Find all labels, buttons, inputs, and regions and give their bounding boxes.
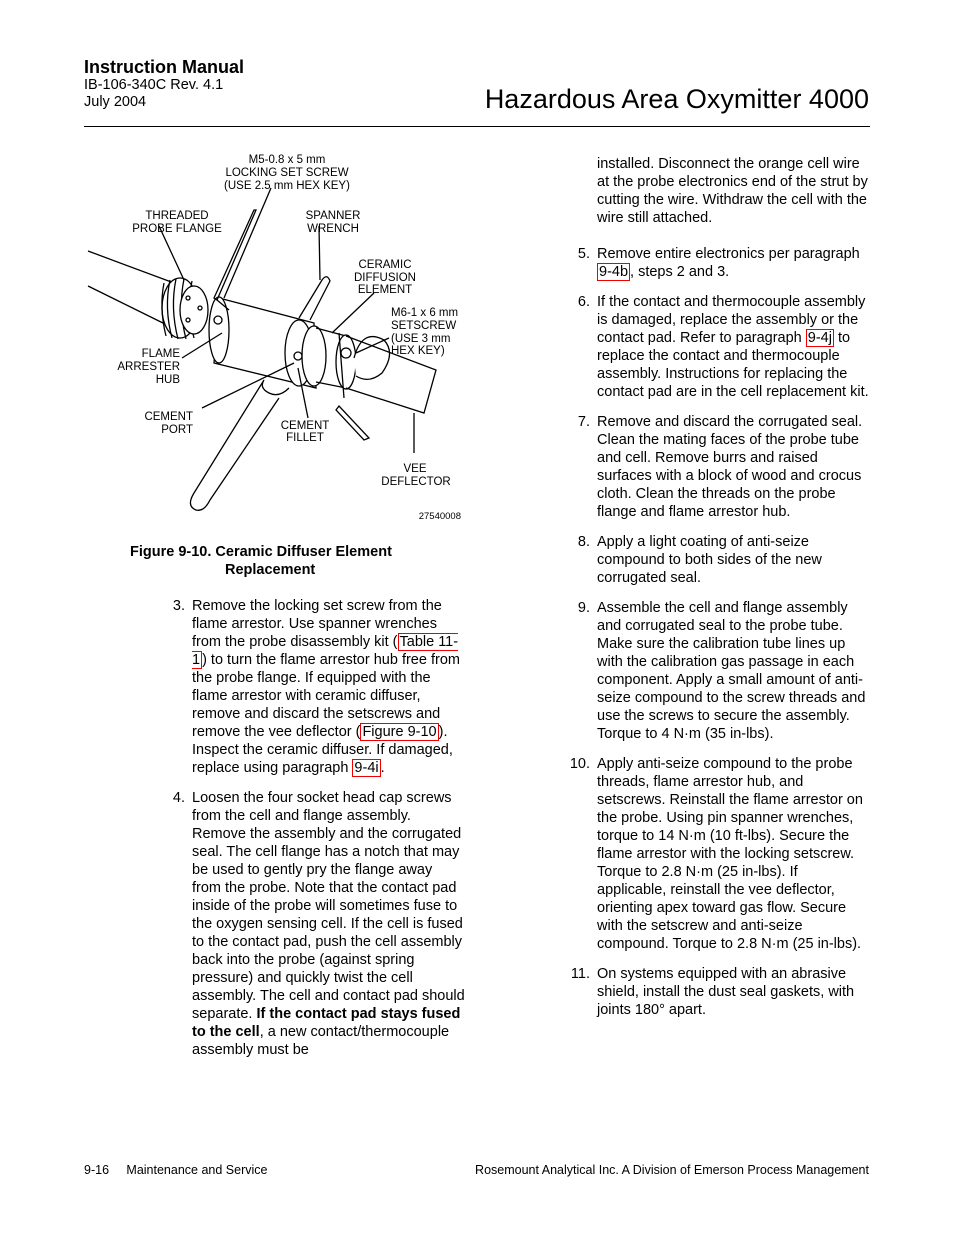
probe-tube (88, 251, 174, 326)
label-setscrew-3: (USE 2.5 mm HEX KEY) (224, 180, 350, 192)
step-number: 5. (577, 246, 590, 262)
label-spanner-2: WRENCH (307, 223, 359, 235)
step-4 (165, 789, 465, 1059)
page-number: 9-16 (84, 1163, 110, 1177)
step-text: Assemble the cell and flange assembly and corrugated seal to the probe tube. Make sure the calibration tube lines up with the calibration gas passage in each component. Apply a small amount of anti-seize compound to the screw threads and use the screws to secure the assembly. Torque to 4 N·m (35 in-lbs). (597, 600, 866, 742)
label-fillet-2: FILLET (286, 432, 324, 444)
link-9-4b[interactable]: 9-4b (599, 264, 629, 280)
label-m6-1: M6-1 x 6 mm (391, 307, 459, 319)
step-text: Apply a light coating of anti-seize compound to both sides of the new corrugated seal. (597, 534, 822, 586)
step-number: 3. (172, 598, 185, 614)
step-text: Loosen the four socket head cap screws from the cell and flange assembly. Remove the assembly and the corrugated seal. The cell flange has a notch that may be used to gently pry the flange away from the probe. Note that the contact pad inside of the probe will sometimes fuse to the oxygen sensing cell. If the cell is fused to the contact pad, push the cell assembly back into the probe (against spring pressure) and quickly twist the cell assembly. The cell and contact pad should separate. (192, 790, 465, 1022)
step-text: Apply anti-seize compound to the probe threads, flame arrestor hub, and setscrews. Reinstall the flame arrestor on the probe. Using pin spanner wrenches, torque to 14 N·m (10 ft-lbs). Secure the flame arrestor with the locking setscrew. Torque to 2.8 N·m (25 in-lbs). If applicable, reinstall the vee deflector, orienting apex toward gas flow. Secure with the setscrew and anti-seize compound. Torque to 2.8 N·m (25 in-lbs). (597, 756, 863, 952)
step-text: Remove entire electronics per paragraph (597, 246, 860, 262)
figure-9-10 (84, 148, 484, 528)
hex-key-2 (336, 406, 369, 440)
label-port-1: CEMENT (144, 411, 193, 423)
label-vee-1: VEE (403, 463, 427, 475)
label-ceramic-2: DIFFUSION (354, 272, 416, 284)
label-flange-1: THREADED (145, 210, 209, 222)
step-7 (570, 413, 870, 521)
step-text: ). Inspect the ceramic diffuser. If damaged, replace using paragraph (192, 724, 453, 776)
product-title: Hazardous Area Oxymitter 4000 (484, 84, 869, 114)
document-header (84, 57, 244, 111)
header-rule (84, 126, 870, 127)
spanner-lower (190, 380, 289, 510)
label-setscrew-1: M5-0.8 x 5 mm (248, 154, 326, 166)
step-9 (570, 599, 870, 743)
step-number: 4. (172, 790, 185, 806)
step-number: 8. (577, 534, 590, 550)
link-9-4j[interactable]: 9-4j (807, 330, 832, 346)
label-flange-2: PROBE FLANGE (132, 223, 222, 235)
label-ceramic-1: CERAMIC (358, 259, 412, 271)
link-figure-9-10[interactable]: Figure 9-10 (362, 724, 437, 740)
footer-left (84, 1163, 267, 1177)
caption-line-2: Replacement (225, 562, 316, 578)
step-text: On systems equipped with an abrasive shield, install the dust seal gaskets, with joints 180° apart. (597, 966, 855, 1018)
link-table-11-1[interactable]: Table 11-1 (192, 634, 459, 668)
footer-company: Rosemount Analytical Inc. A Division of Emerson Process Management (475, 1163, 869, 1177)
label-setscrew-2: LOCKING SET SCREW (225, 167, 349, 179)
label-arrester-1: FLAME (141, 348, 180, 360)
step-5 (570, 245, 870, 281)
section-name: Maintenance and Service (126, 1163, 268, 1177)
step-number: 9. (577, 600, 590, 616)
document-id: IB-106-340C Rev. 4.1 (84, 77, 224, 93)
step-10 (570, 755, 870, 953)
step-text: , a new contact/thermocouple assembly must be (192, 1024, 450, 1058)
figure-caption (130, 543, 470, 579)
link-9-4i[interactable]: 9-4i (354, 760, 379, 776)
document-date: July 2004 (84, 94, 147, 110)
step-11 (570, 965, 870, 1019)
step-text: , steps 2 and 3. (630, 264, 730, 280)
label-m6-4: HEX KEY) (391, 345, 445, 357)
step-number: 6. (577, 294, 590, 310)
label-arrester-2: ARRESTER (117, 361, 180, 373)
step-number: 10. (569, 756, 590, 772)
left-column (165, 597, 465, 1071)
step-number: 7. (577, 414, 590, 430)
step-text: If the contact and thermocouple assembly is damaged, replace the assembly or the contact pad. Refer to paragraph (597, 294, 866, 346)
right-column (570, 155, 870, 1031)
caption-line-1: Figure 9-10. Ceramic Diffuser Element (130, 544, 392, 560)
label-spanner-1: SPANNER (305, 210, 361, 222)
step-text: to replace the contact and thermocouple assembly. Instructions for replacing the contact pad are in the cell replacement kit. (597, 330, 869, 400)
step-bold-text: If the contact pad stays fused to the cell (192, 1006, 461, 1040)
ceramic-diffuser-illustration (84, 148, 484, 528)
label-m6-2: SETSCREW (391, 320, 457, 332)
step-text: ) to turn the flame arrestor hub free from the probe flange. If equipped with the flame arrestor with ceramic diffuser, remove and discard the setscrews and remove the vee deflector ( (192, 652, 460, 740)
manual-title: Instruction Manual (84, 57, 245, 77)
ceramic-element (336, 335, 356, 389)
label-fillet-1: CEMENT (280, 420, 330, 432)
label-arrester-3: HUB (155, 374, 180, 386)
step-text: Remove and discard the corrugated seal. Clean the mating faces of the probe tube and cell. Remove burrs and raised surfaces with a block of wood and crocus cloth. Clean the threads on the probe flange and flame arrestor hub. (597, 414, 863, 520)
continued-text: installed. Disconnect the orange cell wire at the probe electronics end of the strut by cutting the wire. Withdraw the cell with the wire still attached. (597, 156, 868, 226)
step-text: . (380, 760, 385, 776)
figure-part-number: 27540008 (418, 511, 461, 522)
label-port-2: PORT (161, 424, 193, 436)
spanner-upper (299, 277, 330, 320)
label-ceramic-3: ELEMENT (357, 284, 413, 296)
step-6 (570, 293, 870, 401)
step-text: Remove the locking set screw from the flame arrestor. Use spanner wrenches from the probe disassembly kit ( (192, 598, 442, 650)
step-3 (165, 597, 465, 777)
step-8 (570, 533, 870, 587)
label-m6-3: (USE 3 mm (391, 333, 451, 345)
step-number: 11. (570, 966, 590, 982)
label-vee-2: DEFLECTOR (381, 476, 451, 488)
